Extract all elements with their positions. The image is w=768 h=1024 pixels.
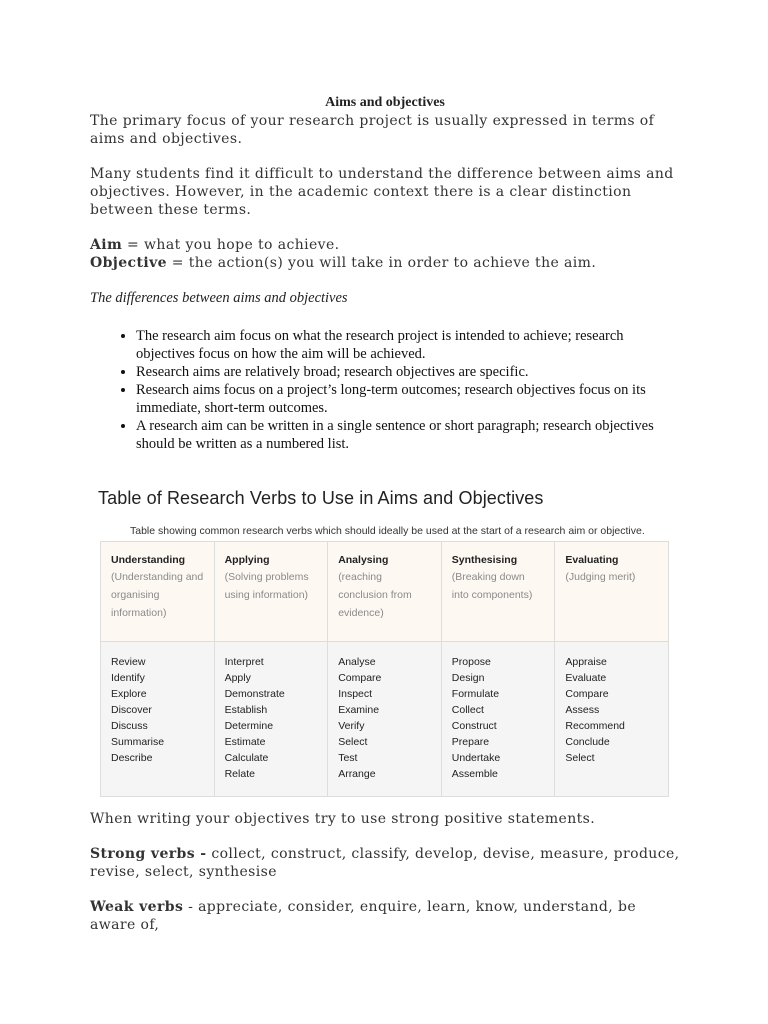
objective-label: Objective	[90, 255, 167, 271]
column-header: Synthesising (Breaking down into components)	[441, 542, 555, 642]
objective-def: = the action(s) you will take in order to achieve the aim.	[166, 255, 597, 271]
verbs-table	[100, 541, 669, 797]
verb-cell: Review Identify Explore Discover Discuss Summarise Describe	[101, 642, 215, 797]
weak-verbs-list: - appreciate, consider, enquire, learn, know, understand, be aware of,	[90, 899, 637, 933]
objective-definition	[90, 254, 680, 272]
weak-verbs-label: Weak verbs	[90, 899, 184, 915]
verb-cell: Analyse Compare Inspect Examine Verify Select Test Arrange	[328, 642, 442, 797]
column-header: Applying (Solving problems using information)	[214, 542, 328, 642]
table-header-row	[101, 542, 669, 642]
aim-label: Aim	[90, 237, 123, 253]
table-row	[101, 642, 669, 797]
verb-cell: Propose Design Formulate Collect Construct Prepare Undertake Assemble	[441, 642, 555, 797]
verb-cell: Appraise Evaluate Compare Assess Recommend Conclude Select	[555, 642, 669, 797]
intro-paragraph: The primary focus of your research project is usually expressed in terms of aims and objectives.	[90, 113, 655, 147]
list-item: • A research aim can be written in a single sentence or short paragraph; research objectives should be written as a numbered list.	[136, 417, 680, 453]
aim-def: = what you hope to achieve.	[122, 237, 340, 253]
page-title: Aims and objectives	[325, 95, 445, 110]
verb-cell: Interpret Apply Demonstrate Establish Determine Estimate Calculate Relate	[214, 642, 328, 797]
strong-verbs	[90, 845, 680, 881]
weak-verbs	[90, 898, 680, 934]
difference-paragraph: Many students find it difficult to understand the difference between aims and objectives. However, in the academic context there is a clear distinction between these terms.	[90, 166, 674, 218]
list-item: • Research aims focus on a project’s long-term outcomes; research objectives focus on its immediate, short-term outcomes.	[136, 381, 680, 417]
differences-heading: The differences between aims and objectives	[90, 290, 348, 306]
closing-section	[90, 810, 680, 934]
list-item: • The research aim focus on what the research project is intended to achieve; research objectives focus on how the aim will be achieved.	[136, 327, 680, 363]
document-body	[90, 94, 680, 453]
figure-title: Table of Research Verbs to Use in Aims and Objectives	[98, 488, 544, 508]
column-header: Analysing (reaching conclusion from evidence)	[328, 542, 442, 642]
closing-paragraph: When writing your objectives try to use strong positive statements.	[90, 811, 596, 827]
figure-subtitle: Table showing common research verbs which should ideally be used at the start of a research aim or objective.	[130, 525, 645, 537]
strong-verbs-list: collect, construct, classify, develop, devise, measure, produce, revise, select, synthesise	[90, 846, 680, 880]
list-item: • Research aims are relatively broad; research objectives are specific.	[136, 363, 680, 381]
research-verbs-figure	[92, 478, 674, 788]
aim-definition	[90, 236, 680, 254]
column-header: Evaluating (Judging merit)	[555, 542, 669, 642]
differences-list	[90, 327, 680, 453]
strong-verbs-label: Strong verbs -	[90, 846, 207, 862]
column-header: Understanding (Understanding and organising information)	[101, 542, 215, 642]
